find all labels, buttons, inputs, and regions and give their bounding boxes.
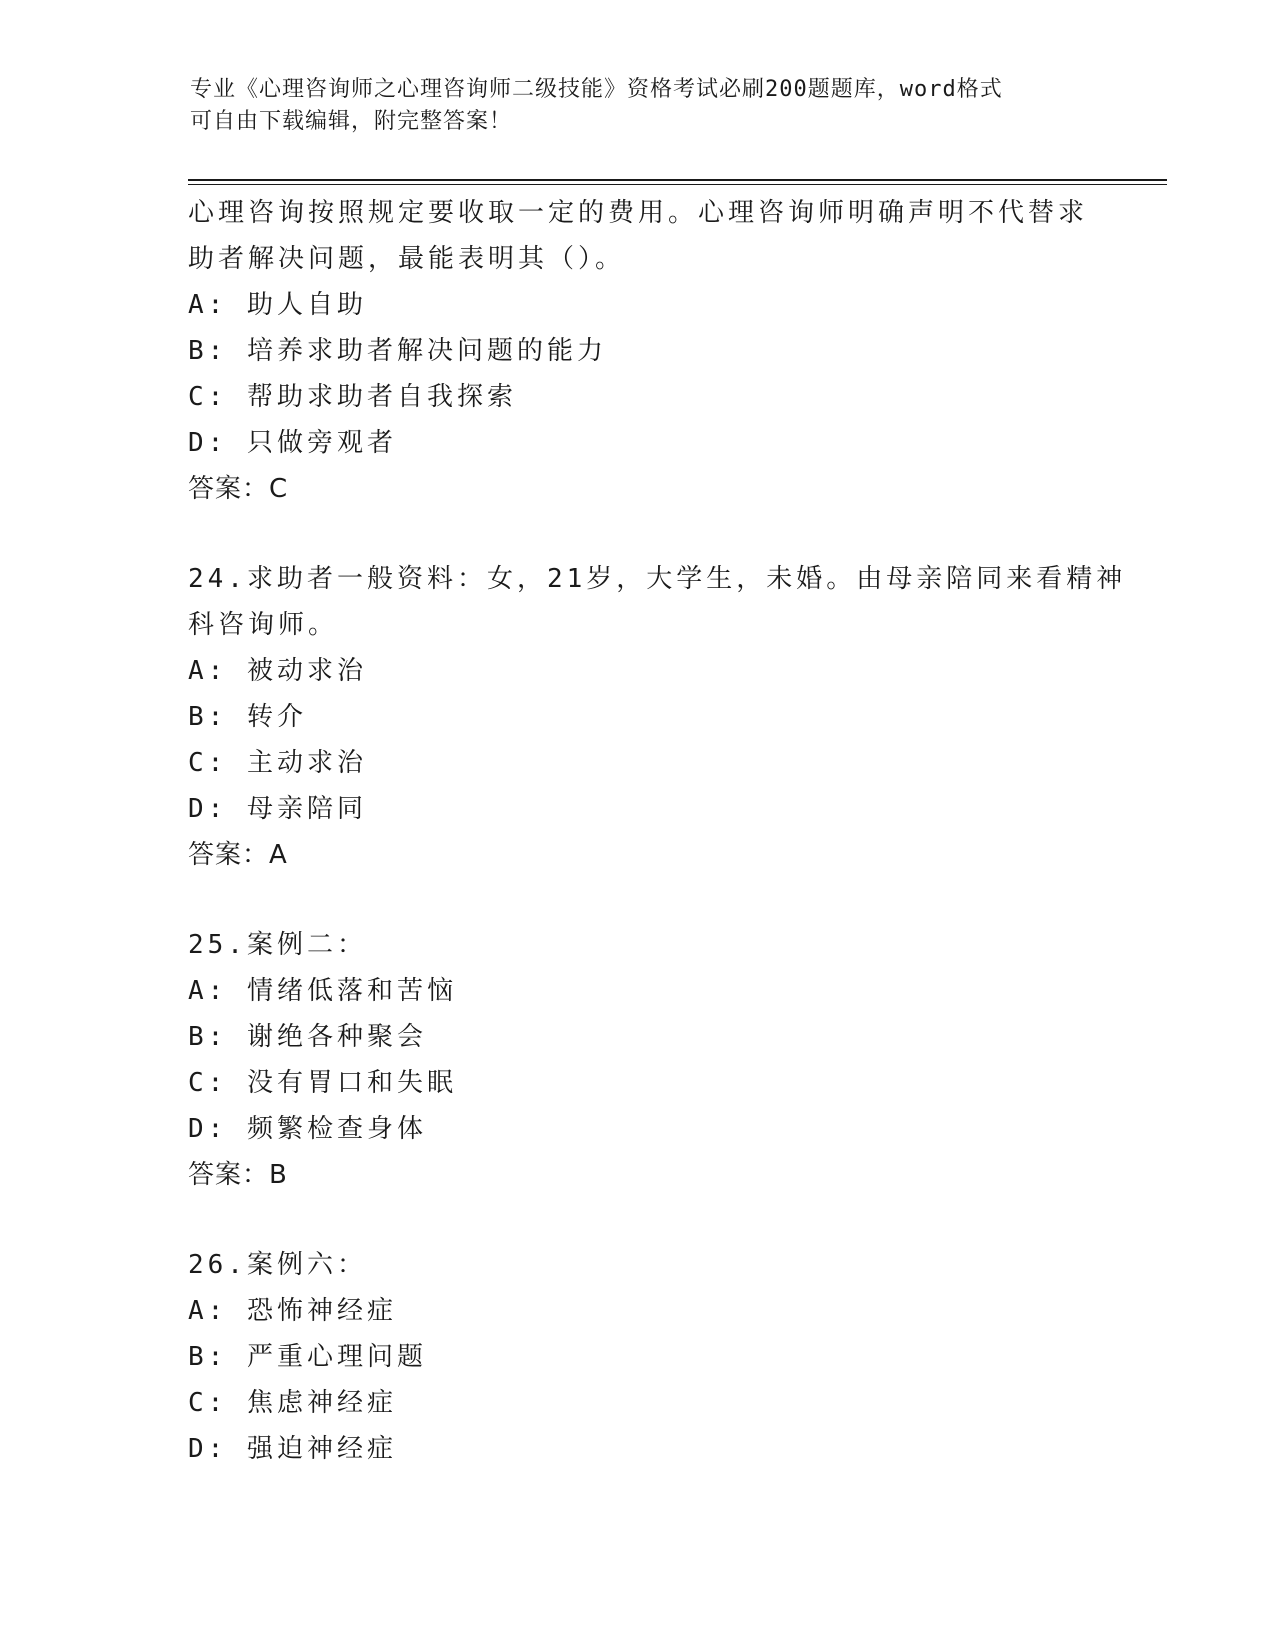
option-b: B: 转介 [188,702,307,732]
header-line-1: 专业《心理咨询师之心理咨询师二级技能》资格考试必刷200题题库，word格式 [190,77,1003,102]
header-divider-thick [188,179,1167,181]
header-divider-thin [188,184,1167,185]
option-b: B: 谢绝各种聚会 [188,1022,427,1052]
option-d: D: 母亲陪同 [188,794,367,824]
option-d: D: 只做旁观者 [188,428,397,458]
question-stem-line: 科咨询师。 [188,610,339,640]
question-block [188,556,1128,878]
question-stem-line: 25.案例二： [188,930,367,960]
answer-line: 答案：A [188,840,288,870]
question-stem-line: 心理咨询按照规定要收取一定的费用。心理咨询师明确声明不代替求 [188,198,1089,228]
question-list [188,190,1128,1516]
question-block [188,190,1128,512]
answer-line: 答案：C [188,474,289,504]
option-c: C: 主动求治 [188,748,367,778]
question-stem-line: 26.案例六： [188,1250,367,1280]
option-c: C: 帮助求助者自我探索 [188,382,517,412]
option-c: C: 没有胃口和失眠 [188,1068,457,1098]
answer-line: 答案：B [188,1160,288,1190]
option-a: A: 情绪低落和苦恼 [188,976,457,1006]
option-c: C: 焦虑神经症 [188,1388,397,1418]
question-stem-line: 24.求助者一般资料：女，21岁，大学生，未婚。由母亲陪同来看精神 [188,564,1127,594]
option-b: B: 培养求助者解决问题的能力 [188,336,607,366]
header-line-2: 可自由下载编辑，附完整答案！ [190,109,513,134]
option-a: A: 恐怖神经症 [188,1296,397,1326]
option-d: D: 频繁检查身体 [188,1114,427,1144]
question-block [188,922,1128,1198]
question-block [188,1242,1128,1472]
option-a: A: 助人自助 [188,290,367,320]
option-d: D: 强迫神经症 [188,1434,397,1464]
document-header [190,74,1090,138]
option-b: B: 严重心理问题 [188,1342,427,1372]
option-a: A: 被动求治 [188,656,367,686]
question-stem-line: 助者解决问题，最能表明其（）。 [188,244,626,274]
